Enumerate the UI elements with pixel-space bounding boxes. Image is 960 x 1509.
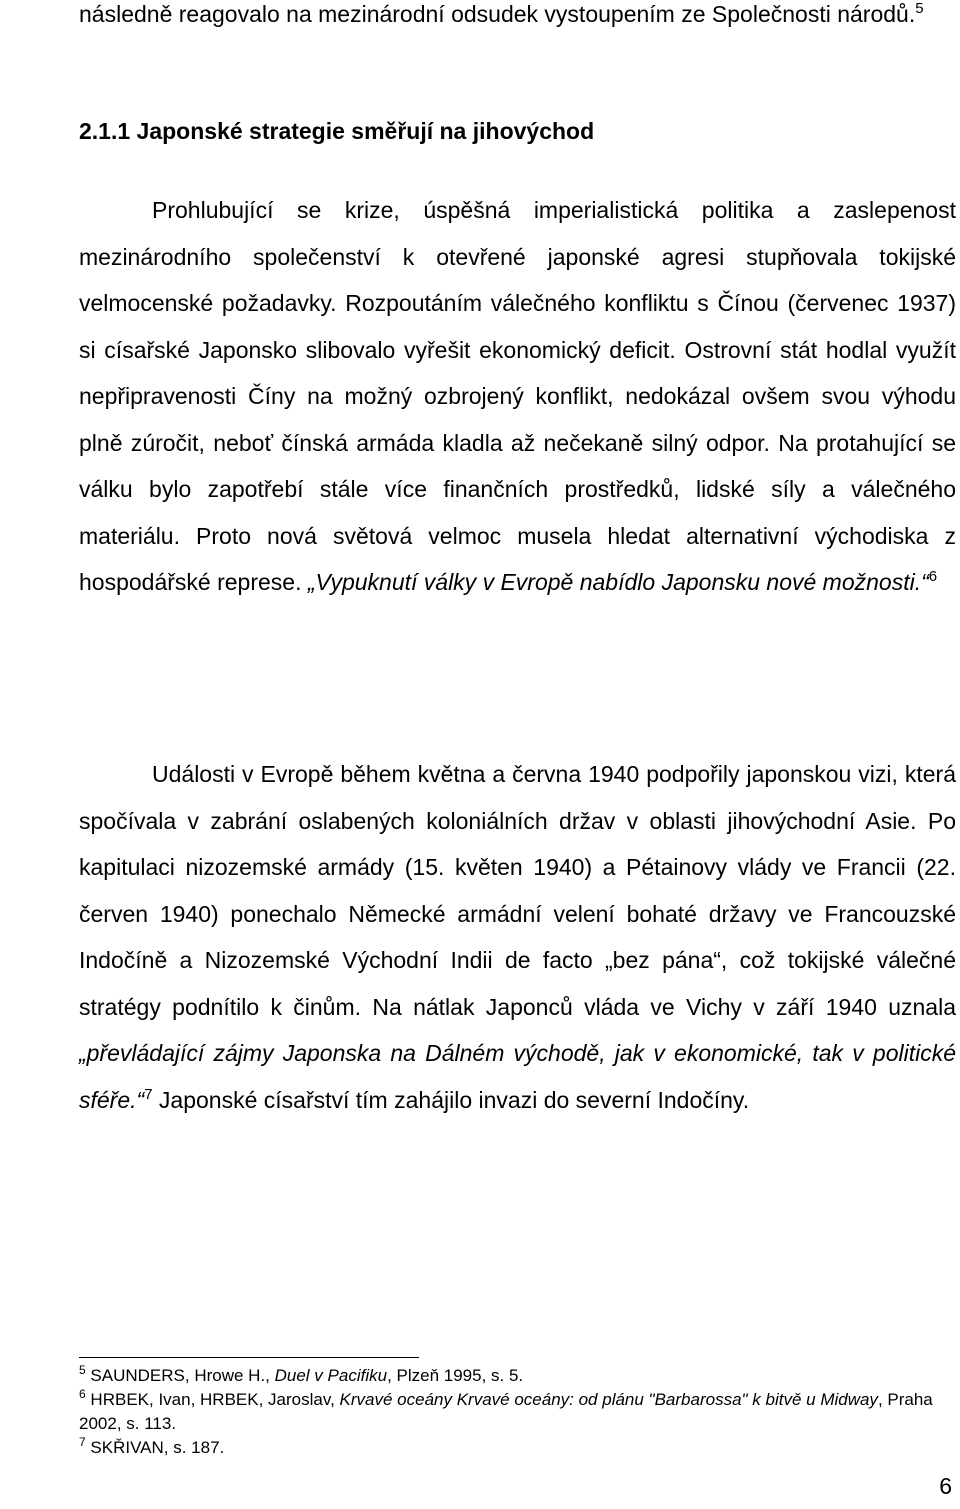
footnote-text: SKŘIVAN, s. 187. [90,1438,225,1457]
paragraph-2 [79,751,956,1123]
footnote-5 [79,1364,956,1388]
footnote-text: HRBEK, Ivan, HRBEK, Jaroslav, [90,1390,340,1409]
footnote-number: 7 [79,1435,86,1449]
footnote-ref-6: 6 [928,568,938,585]
page-number: 6 [939,1473,952,1499]
paragraph-2-text-b: Japonské císařství tím zahájilo invazi do severní Indočíny. [158,1086,750,1113]
footnote-ref-5: 5 [915,0,924,17]
footnote-7 [79,1436,956,1460]
continuation-paragraph [79,0,956,38]
continuation-text: následně reagovalo na mezinárodní odsudek vystoupením ze Společnosti národů. [79,1,916,27]
footnote-title: Duel v Pacifiku [274,1366,388,1385]
footnote-6 [79,1388,956,1436]
footnote-text-post: , Praha 2002, s. 113. [79,1390,933,1433]
paragraph-1-text: Prohlubující se krize, úspěšná imperialistická politika a zaslepenost mezinárodního společenství k otevřené japonské agresi stupňovala tokijské velmocenské požadavky. Rozpoutáním válečného konfliktu s Čínou (červenec 1937) si císařské Japonsko slibovalo vyřešit ekonomický deficit. Ostrovní stát hodlal využít nepřipravenosti Číny na možný ozbrojený konflikt, nedokázal ovšem svou výhodu plně zúročit, neboť čínská armáda kladla až nečekaně silný odpor. Na protahující se válku bylo zapotřebí stále více finančních prostředků, lidské síly a válečného materiálu. Proto nová světová velmoc musela hledat alternativní východiska z hospodářské represe. [79,197,956,595]
footnote-text: SAUNDERS, Hrowe H., [90,1366,275,1385]
footnote-number: 5 [79,1363,86,1377]
footnotes [79,1357,956,1460]
footnote-number: 6 [79,1387,86,1401]
paragraph-1-quote: „Vypuknutí války v Evropě nabídlo Japonsku nové možnosti.“ [307,569,929,595]
footnote-separator [79,1357,419,1358]
footnote-title: Krvavé oceány Krvavé oceány: od plánu "Barbarossa" k bitvě u Midway [339,1390,878,1409]
paragraph-1 [79,187,956,606]
footnote-ref-7: 7 [144,1085,153,1103]
footnote-text-post: , Plzeň 1995, s. 5. [387,1366,524,1385]
section-heading: 2.1.1 Japonské strategie směřují na jihovýchod [79,118,595,144]
paragraph-2-quote: „převládající zájmy Japonska na Dálném východě, jak v ekonomické, tak v politické sféře.“ [79,1040,956,1113]
paragraph-2-text-a: Události v Evropě během května a června 1940 podpořily japonskou vizi, která spočívala v zabrání oslabených koloniálních držav v oblasti jihovýchodní Asie. Po kapitulaci nizozemské armády (15. květen 1940) a Pétainovy vlády ve Francii (22. červen 1940) ponechalo Německé armádní velení bohaté državy ve Francouzské Indočíně a Nizozemské Východní Indii de facto „bez pána“, což tokijské válečné stratégy podnítilo k činům. Na nátlak Japonců vláda ve Vichy v září 1940 uznala [79,761,956,1020]
